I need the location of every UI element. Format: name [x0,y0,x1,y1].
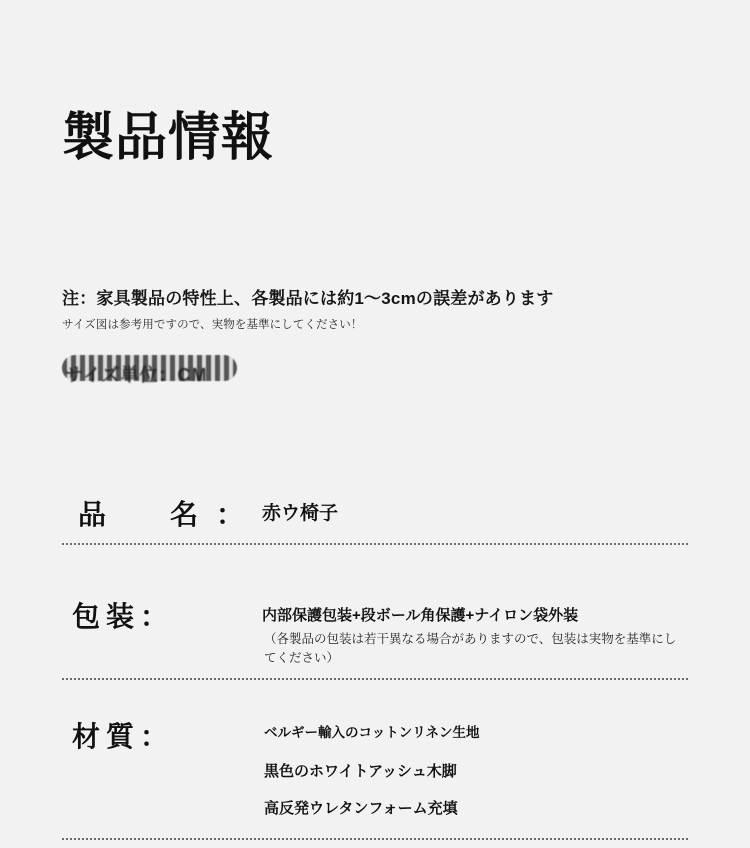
divider [62,543,688,545]
spec-label-product-name: 品 名： [78,499,263,530]
spec-note-packaging: （各製品の包装は若干異なる場合がありますので、包装は実物を基準にしてください） [264,632,677,665]
divider [62,838,688,840]
spec-value-material-filling: 高反発ウレタンフォーム充填 [264,800,458,817]
spec-label-packaging: 包装： [72,601,175,632]
spec-value-material-legs: 黒色のホワイトアッシュ木脚 [264,763,457,780]
spec-value-packaging: 内部保護包装+段ボール角保護+ナイロン袋外装 [262,607,579,624]
tolerance-note: 注：家具製品の特性上、各製品には約1〜3cmの誤差があります [62,289,554,308]
page-title: 製品情報 [62,109,275,167]
divider [62,678,688,680]
size-reference-note: サイズ図は参考用ですので、実物を基準にしてください！ [62,319,363,331]
spec-value-product-name: 赤ウ椅子 [262,503,339,524]
spec-label-material: 材質： [72,721,175,752]
size-unit-banner [62,355,262,395]
spec-value-material-fabric: ベルギー輸入のコットンリネン生地 [264,725,480,740]
size-unit-label: サイズ単位：CM [65,365,208,385]
